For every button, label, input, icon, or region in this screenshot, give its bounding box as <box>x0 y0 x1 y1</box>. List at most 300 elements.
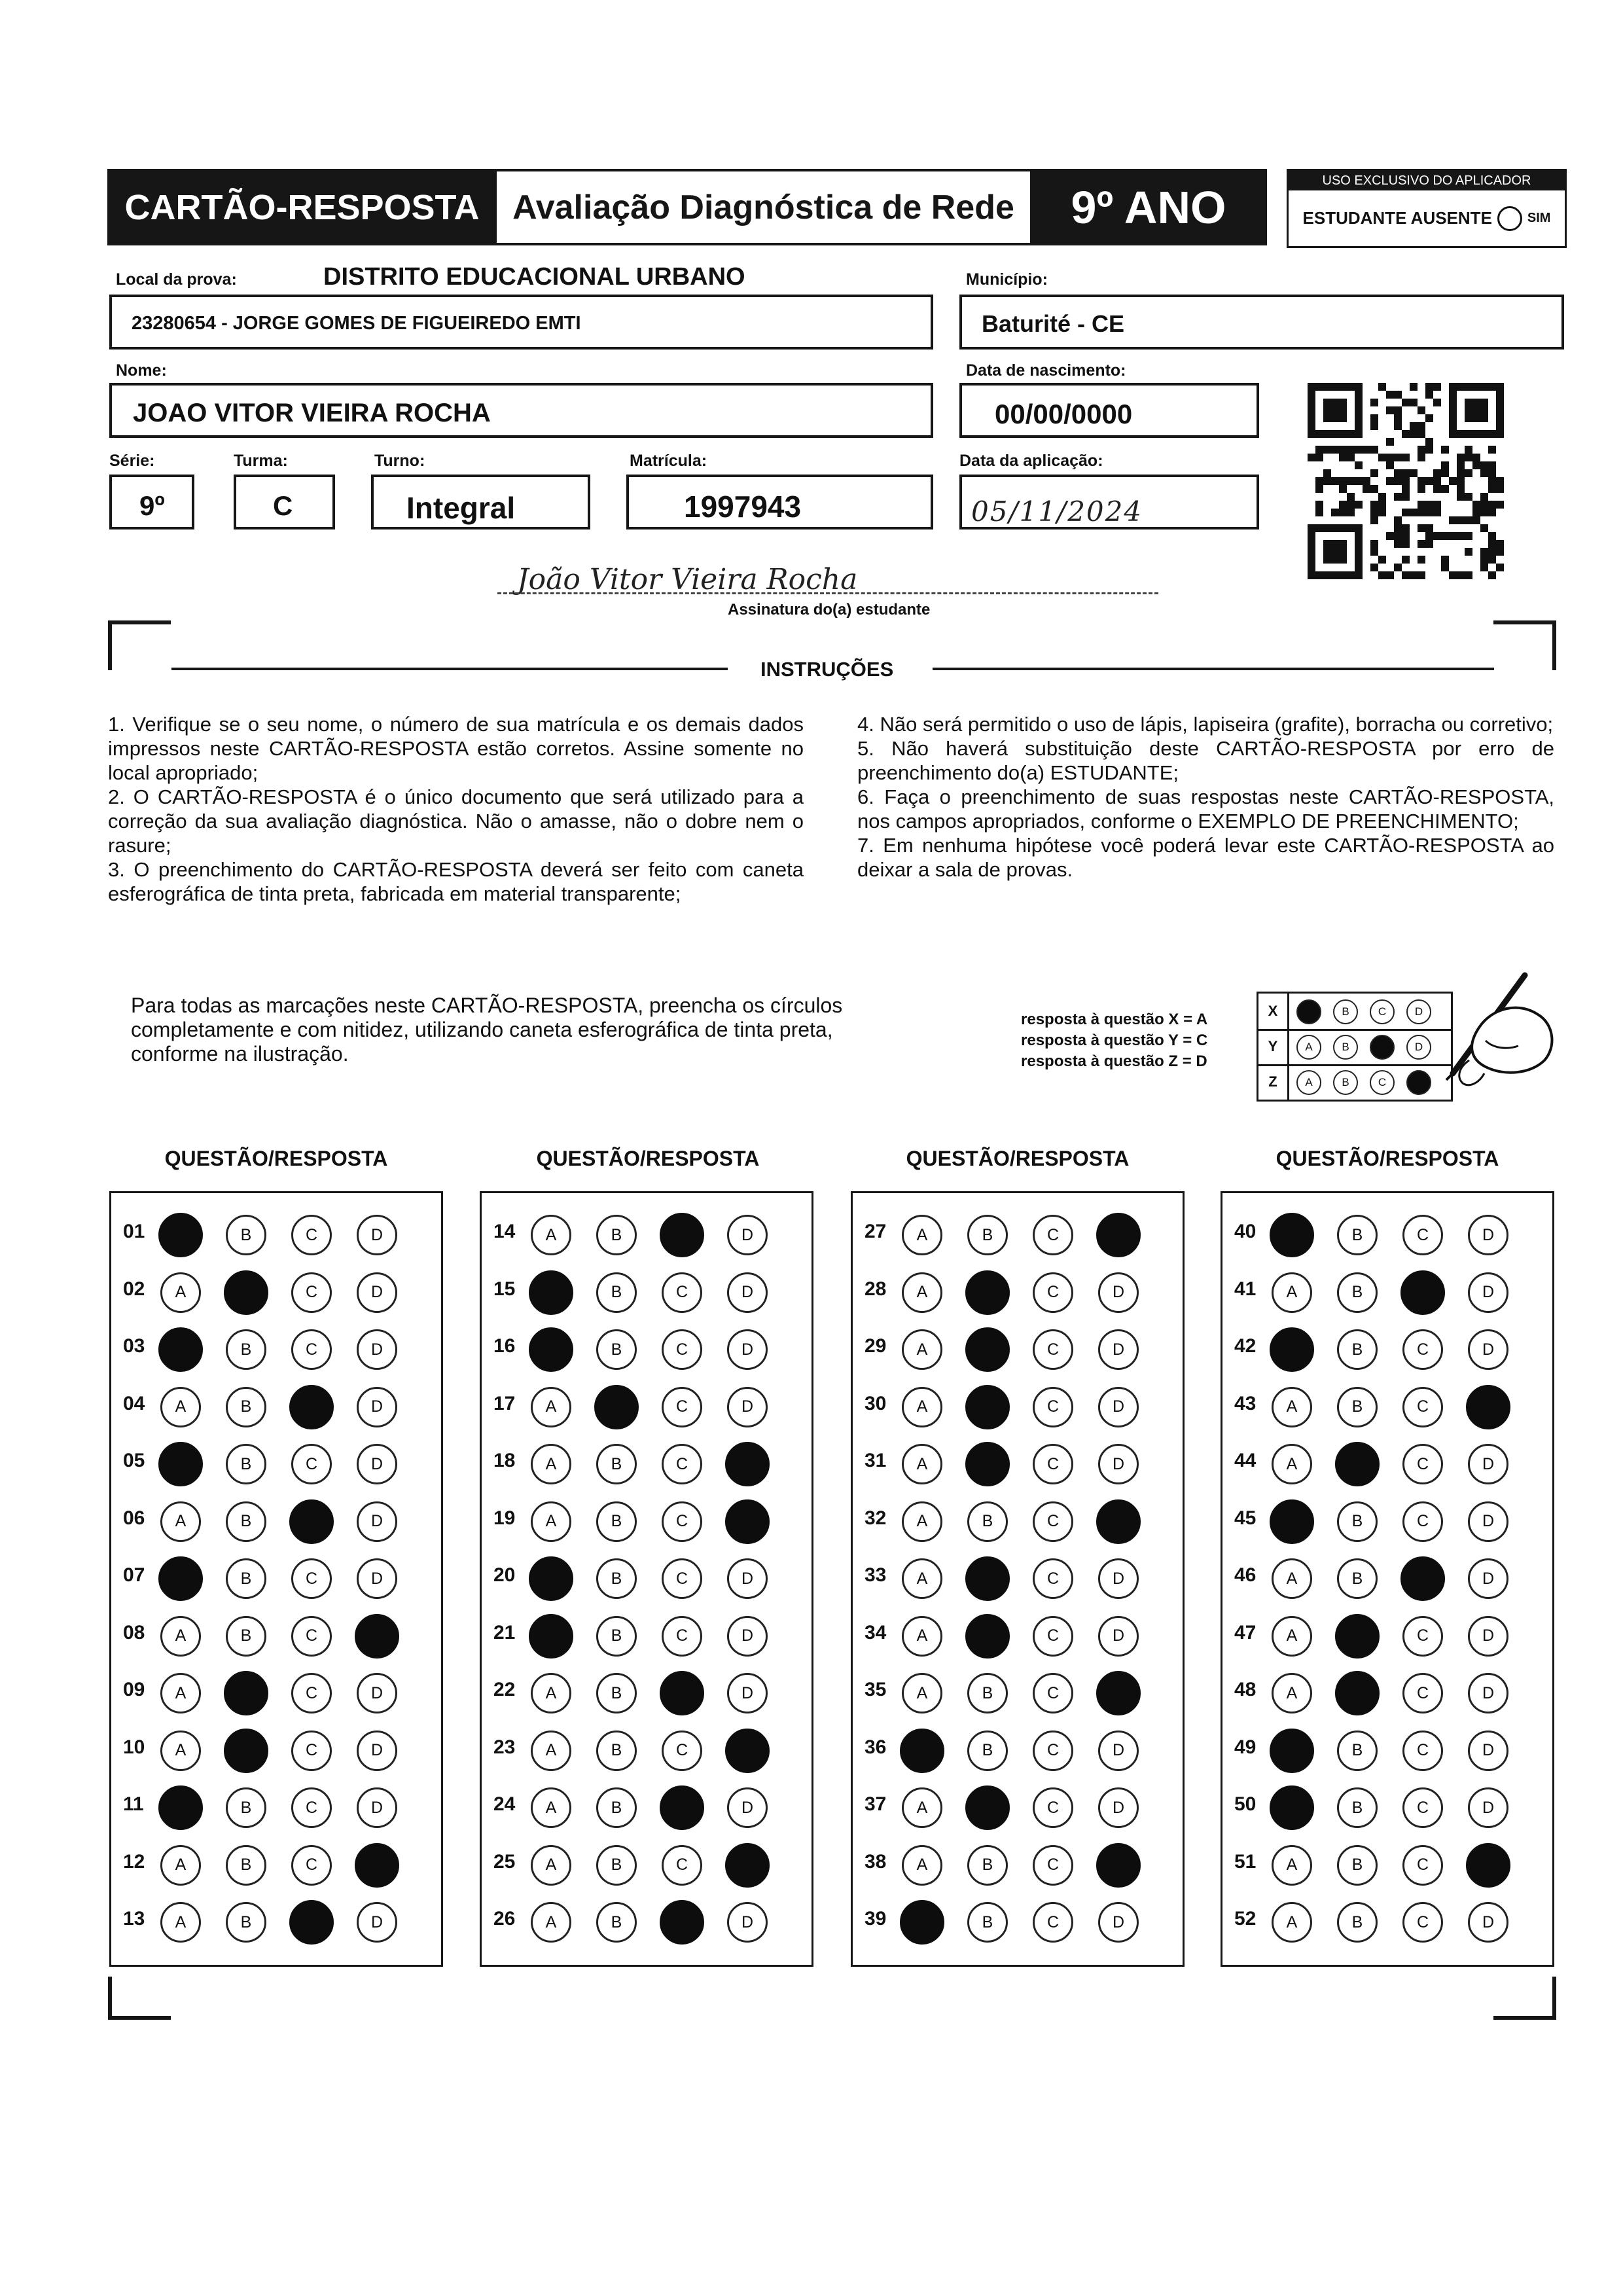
bubble-c[interactable]: C <box>1402 1444 1443 1484</box>
bubble-b[interactable]: B <box>226 1845 266 1886</box>
bubble-b[interactable]: B <box>967 1845 1008 1886</box>
answer-row <box>1222 1664 1552 1722</box>
bubble-b[interactable]: B <box>596 1902 637 1943</box>
bubble-a[interactable]: A <box>160 1673 201 1713</box>
bubble-b[interactable]: B <box>226 1329 266 1370</box>
bubble-d[interactable]: D <box>1468 1215 1508 1255</box>
bubble-b[interactable]: B <box>224 1671 268 1715</box>
bubble-d[interactable]: D <box>1098 1902 1139 1943</box>
bubble-b[interactable]: B <box>596 1444 637 1484</box>
bubble-d[interactable]: D <box>357 1558 397 1599</box>
bubble-a[interactable]: A <box>531 1902 571 1943</box>
bubble-d[interactable]: D <box>1098 1444 1139 1484</box>
question-number: 10 <box>123 1736 145 1758</box>
bubble-b[interactable]: B <box>596 1558 637 1599</box>
bubble-b[interactable]: B <box>596 1845 637 1886</box>
bubble-c[interactable]: C <box>1402 1902 1443 1943</box>
bubble-b[interactable]: B <box>1335 1614 1380 1659</box>
signature-label: Assinatura do(a) estudante <box>728 601 931 619</box>
bubble-a[interactable]: A <box>529 1270 573 1315</box>
bubble-a[interactable]: A <box>1272 1845 1312 1886</box>
bubble-a[interactable]: A <box>531 1673 571 1713</box>
bubble-d[interactable]: D <box>357 1787 397 1828</box>
bubble-d[interactable]: D <box>357 1215 397 1255</box>
bubble-b[interactable]: B <box>596 1272 637 1313</box>
bubble-c[interactable]: C <box>662 1558 702 1599</box>
bubble-d[interactable]: D <box>357 1731 397 1771</box>
instruction-item: 6. Faça o preenchimento de suas respostas neste CARTÃO-RESPOSTA, nos campos apropriados, conforme o EXEMPLO DE PREENCHIMENTO; <box>857 785 1554 833</box>
bubble-d[interactable]: D <box>355 1614 399 1659</box>
bubble-b[interactable]: B <box>1337 1215 1378 1255</box>
bubble-b[interactable]: B <box>224 1729 268 1773</box>
bubble-b[interactable]: B <box>226 1444 266 1484</box>
bubble-c[interactable]: C <box>291 1616 332 1657</box>
bubble-a[interactable]: A <box>1272 1902 1312 1943</box>
matricula-label: Matrícula: <box>630 452 707 470</box>
bubble-b[interactable]: B <box>596 1329 637 1370</box>
bubble-a[interactable]: A <box>529 1614 573 1659</box>
bubble-b[interactable]: B <box>965 1385 1010 1429</box>
bubble-d[interactable]: D <box>1096 1213 1141 1257</box>
bubble-d[interactable]: D <box>725 1442 770 1486</box>
bubble-d[interactable]: D <box>1096 1843 1141 1888</box>
instructions-left <box>108 712 804 906</box>
question-number: 52 <box>1234 1908 1257 1929</box>
bubble-d[interactable]: D <box>1468 1673 1508 1713</box>
answer-row <box>853 1779 1183 1837</box>
bubble-b[interactable]: B <box>967 1501 1008 1542</box>
bubble-c[interactable]: C <box>662 1387 702 1427</box>
question-number: 23 <box>493 1736 516 1758</box>
answer-row <box>482 1321 812 1378</box>
bubble-c[interactable]: C <box>1402 1845 1443 1886</box>
bubble-a[interactable]: A <box>531 1501 571 1542</box>
bubble-b[interactable]: B <box>596 1787 637 1828</box>
bubble-d[interactable]: D <box>1098 1558 1139 1599</box>
bubble-c[interactable]: C <box>1400 1270 1445 1315</box>
bubble-c[interactable]: C <box>1033 1845 1073 1886</box>
bubble-c[interactable]: C <box>662 1501 702 1542</box>
bubble-d[interactable]: D <box>1098 1787 1139 1828</box>
answer-row <box>1222 1264 1552 1321</box>
bubble-d[interactable]: D <box>1468 1272 1508 1313</box>
bubble-c[interactable]: C <box>291 1215 332 1255</box>
bubble-a[interactable]: A <box>1272 1444 1312 1484</box>
bubble-a[interactable]: A <box>531 1731 571 1771</box>
bubble-a[interactable]: A <box>158 1442 203 1486</box>
question-number: 03 <box>123 1335 145 1357</box>
example-bubble-c: C <box>1370 999 1395 1024</box>
bubble-d[interactable]: D <box>727 1902 768 1943</box>
bubble-d[interactable]: D <box>725 1729 770 1773</box>
bubble-a[interactable]: A <box>531 1845 571 1886</box>
bubble-c[interactable]: C <box>1033 1387 1073 1427</box>
bubble-b[interactable]: B <box>1337 1845 1378 1886</box>
aplicacao-field[interactable] <box>959 475 1259 529</box>
answer-panel-3 <box>851 1191 1185 1967</box>
question-number: 27 <box>865 1221 887 1242</box>
bubble-a[interactable]: A <box>902 1787 942 1828</box>
question-number: 47 <box>1234 1621 1257 1643</box>
question-number: 35 <box>865 1679 887 1700</box>
bubble-a[interactable]: A <box>160 1501 201 1542</box>
bubble-c[interactable]: C <box>660 1900 704 1945</box>
answer-row <box>111 1493 441 1551</box>
bubble-d[interactable]: D <box>357 1387 397 1427</box>
bubble-b[interactable]: B <box>226 1215 266 1255</box>
instructions-right <box>857 712 1554 882</box>
answer-row <box>853 1550 1183 1607</box>
bubble-a[interactable]: A <box>160 1272 201 1313</box>
bubble-a[interactable]: A <box>902 1845 942 1886</box>
bubble-a[interactable]: A <box>1270 1729 1314 1773</box>
municipio-label: Município: <box>966 270 1048 289</box>
bubble-b[interactable]: B <box>1335 1442 1380 1486</box>
answer-row <box>482 1378 812 1436</box>
example-bubble-a: A <box>1296 999 1321 1024</box>
bubble-a[interactable]: A <box>902 1501 942 1542</box>
question-number: 44 <box>1234 1450 1257 1471</box>
bubble-b[interactable]: B <box>1337 1787 1378 1828</box>
turno-label: Turno: <box>374 452 425 470</box>
pen-hand-illustration <box>1407 969 1558 1093</box>
bubble-d[interactable]: D <box>1468 1558 1508 1599</box>
grade-label <box>1030 169 1267 245</box>
bubble-d[interactable]: D <box>1468 1329 1508 1370</box>
bubble-c[interactable]: C <box>660 1213 704 1257</box>
answer-row <box>853 1837 1183 1894</box>
instructions-rule-left <box>171 668 728 670</box>
answer-row <box>1222 1893 1552 1951</box>
bubble-c[interactable]: C <box>662 1444 702 1484</box>
bubble-c[interactable]: C <box>1402 1329 1443 1370</box>
bubble-c[interactable]: C <box>1402 1215 1443 1255</box>
bubble-a[interactable]: A <box>531 1387 571 1427</box>
bubble-a[interactable]: A <box>531 1215 571 1255</box>
bubble-d[interactable]: D <box>725 1499 770 1544</box>
bubble-b[interactable]: B <box>965 1785 1010 1830</box>
question-number: 46 <box>1234 1564 1257 1586</box>
bubble-c[interactable]: C <box>1033 1616 1073 1657</box>
bubble-b[interactable]: B <box>967 1215 1008 1255</box>
bubble-b[interactable]: B <box>596 1501 637 1542</box>
bubble-c[interactable]: C <box>291 1845 332 1886</box>
bubble-c[interactable]: C <box>289 1385 334 1429</box>
bubble-d[interactable]: D <box>1096 1671 1141 1715</box>
bubble-a[interactable]: A <box>160 1845 201 1886</box>
bubble-c[interactable]: C <box>1033 1501 1073 1542</box>
question-number: 22 <box>493 1679 516 1700</box>
question-number: 02 <box>123 1278 145 1300</box>
bubble-d[interactable]: D <box>357 1272 397 1313</box>
bubble-c[interactable]: C <box>1402 1787 1443 1828</box>
bubble-a[interactable]: A <box>900 1900 944 1945</box>
bubble-a[interactable]: A <box>1270 1785 1314 1830</box>
bubble-a[interactable]: A <box>902 1616 942 1657</box>
bubble-c[interactable]: C <box>291 1444 332 1484</box>
bubble-d[interactable]: D <box>355 1843 399 1888</box>
bubble-c[interactable]: C <box>291 1272 332 1313</box>
instructions-title: INSTRUÇÕES <box>760 658 894 681</box>
example-bubble-b: B <box>1333 1070 1358 1095</box>
bubble-a[interactable]: A <box>902 1444 942 1484</box>
question-number: 21 <box>493 1621 516 1643</box>
bubble-b[interactable]: B <box>596 1215 637 1255</box>
serie-label: Série: <box>109 452 155 470</box>
bubble-b[interactable]: B <box>965 1270 1010 1315</box>
bubble-b[interactable]: B <box>596 1731 637 1771</box>
applicator-box <box>1287 169 1567 248</box>
applicator-title: USO EXCLUSIVO DO APLICADOR <box>1289 171 1565 190</box>
bubble-d[interactable]: D <box>1466 1843 1510 1888</box>
bubble-b[interactable]: B <box>1337 1501 1378 1542</box>
answer-row <box>482 1435 812 1493</box>
answer-row <box>853 1321 1183 1378</box>
bubble-c[interactable]: C <box>291 1787 332 1828</box>
bubble-d[interactable]: D <box>1098 1329 1139 1370</box>
bubble-c[interactable]: C <box>1402 1616 1443 1657</box>
bubble-d[interactable]: D <box>727 1673 768 1713</box>
bubble-a[interactable]: A <box>1272 1387 1312 1427</box>
local-region: DISTRITO EDUCACIONAL URBANO <box>323 263 745 291</box>
nascimento-label: Data de nascimento: <box>966 361 1126 380</box>
bubble-c[interactable]: C <box>1400 1556 1445 1601</box>
bubble-c[interactable]: C <box>1033 1673 1073 1713</box>
answer-row <box>111 1664 441 1722</box>
bubble-b[interactable]: B <box>594 1385 639 1429</box>
bubble-d[interactable]: D <box>1468 1444 1508 1484</box>
bubble-a[interactable]: A <box>1272 1558 1312 1599</box>
bubble-b[interactable]: B <box>226 1387 266 1427</box>
answer-row <box>482 1607 812 1665</box>
absent-checkbox[interactable] <box>1497 206 1522 231</box>
bubble-c[interactable]: C <box>1033 1902 1073 1943</box>
aplicacao-value: 05/11/2024 <box>971 495 1143 528</box>
bubble-b[interactable]: B <box>967 1902 1008 1943</box>
bubble-c[interactable]: C <box>1033 1329 1073 1370</box>
answer-row <box>111 1722 441 1780</box>
bubble-a[interactable]: A <box>158 1785 203 1830</box>
bubble-a[interactable]: A <box>1270 1213 1314 1257</box>
bubble-a[interactable]: A <box>158 1556 203 1601</box>
bubble-a[interactable]: A <box>902 1387 942 1427</box>
bubble-c[interactable]: C <box>1033 1444 1073 1484</box>
bubble-c[interactable]: C <box>1402 1501 1443 1542</box>
bubble-d[interactable]: D <box>727 1787 768 1828</box>
bubble-c[interactable]: C <box>1033 1787 1073 1828</box>
bubble-b[interactable]: B <box>965 1442 1010 1486</box>
question-number: 40 <box>1234 1221 1257 1242</box>
question-number: 49 <box>1234 1736 1257 1758</box>
bubble-d[interactable]: D <box>1098 1731 1139 1771</box>
bubble-a[interactable]: A <box>902 1272 942 1313</box>
bubble-d[interactable]: D <box>1098 1616 1139 1657</box>
bubble-a[interactable]: A <box>1270 1499 1314 1544</box>
local-label: Local da prova: <box>116 270 237 289</box>
bubble-d[interactable]: D <box>725 1843 770 1888</box>
bubble-c[interactable]: C <box>662 1845 702 1886</box>
bubble-a[interactable]: A <box>158 1327 203 1372</box>
question-number: 43 <box>1234 1392 1257 1414</box>
bubble-a[interactable]: A <box>900 1729 944 1773</box>
answer-row <box>1222 1206 1552 1264</box>
bubble-d[interactable]: D <box>1468 1787 1508 1828</box>
bubble-b[interactable]: B <box>226 1902 266 1943</box>
bubble-b[interactable]: B <box>1337 1387 1378 1427</box>
question-number: 32 <box>865 1507 887 1529</box>
bubble-d[interactable]: D <box>357 1329 397 1370</box>
bubble-c[interactable]: C <box>1033 1272 1073 1313</box>
bubble-d[interactable]: D <box>727 1272 768 1313</box>
bubble-d[interactable]: D <box>727 1387 768 1427</box>
bubble-a[interactable]: A <box>902 1673 942 1713</box>
bubble-b[interactable]: B <box>965 1327 1010 1372</box>
question-number: 06 <box>123 1507 145 1529</box>
bubble-a[interactable]: A <box>1272 1272 1312 1313</box>
answers-header-2: QUESTÃO/RESPOSTA <box>536 1147 760 1170</box>
answer-row <box>853 1893 1183 1951</box>
bubble-c[interactable]: C <box>1402 1673 1443 1713</box>
bubble-a[interactable]: A <box>529 1327 573 1372</box>
answer-row <box>853 1722 1183 1780</box>
turno-value: Integral <box>406 491 516 525</box>
example-bubble-a: A <box>1296 1070 1321 1095</box>
bubble-b[interactable]: B <box>965 1556 1010 1601</box>
bubble-c[interactable]: C <box>289 1499 334 1544</box>
bubble-c[interactable]: C <box>291 1673 332 1713</box>
bubble-a[interactable]: A <box>1270 1327 1314 1372</box>
question-number: 28 <box>865 1278 887 1300</box>
question-number: 07 <box>123 1564 145 1586</box>
bubble-b[interactable]: B <box>1337 1329 1378 1370</box>
bubble-a[interactable]: A <box>160 1902 201 1943</box>
bubble-a[interactable]: A <box>529 1556 573 1601</box>
bubble-c[interactable]: C <box>660 1785 704 1830</box>
bubble-b[interactable]: B <box>1337 1272 1378 1313</box>
bubble-d[interactable]: D <box>1468 1501 1508 1542</box>
bubble-a[interactable]: A <box>531 1444 571 1484</box>
answer-row <box>853 1493 1183 1551</box>
bubble-a[interactable]: A <box>160 1731 201 1771</box>
bubble-a[interactable]: A <box>531 1787 571 1828</box>
matricula-field <box>626 475 933 529</box>
bubble-b[interactable]: B <box>965 1614 1010 1659</box>
bubble-a[interactable]: A <box>160 1616 201 1657</box>
answer-row <box>482 1264 812 1321</box>
bubble-c[interactable]: C <box>1402 1731 1443 1771</box>
answer-row <box>853 1264 1183 1321</box>
answer-row <box>853 1378 1183 1436</box>
question-number: 24 <box>493 1793 516 1815</box>
bubble-b[interactable]: B <box>967 1673 1008 1713</box>
example-legend-item: resposta à questão Y = C <box>1021 1031 1208 1049</box>
bubble-c[interactable]: C <box>291 1329 332 1370</box>
bubble-a[interactable]: A <box>158 1213 203 1257</box>
answer-row <box>1222 1378 1552 1436</box>
bubble-b[interactable]: B <box>1337 1558 1378 1599</box>
question-number: 14 <box>493 1221 516 1242</box>
nascimento-field <box>959 383 1259 438</box>
bubble-a[interactable]: A <box>160 1387 201 1427</box>
bubble-c[interactable]: C <box>291 1731 332 1771</box>
bubble-d[interactable]: D <box>357 1673 397 1713</box>
bubble-c[interactable]: C <box>662 1272 702 1313</box>
bubble-c[interactable]: C <box>660 1671 704 1715</box>
nome-field <box>109 383 933 438</box>
bubble-d[interactable]: D <box>1096 1499 1141 1544</box>
matricula-value: 1997943 <box>684 490 802 524</box>
bubble-d[interactable]: D <box>1466 1385 1510 1429</box>
question-number: 05 <box>123 1450 145 1471</box>
question-number: 17 <box>493 1392 516 1414</box>
municipio-field <box>959 295 1564 350</box>
bubble-d[interactable]: D <box>727 1329 768 1370</box>
bubble-a[interactable]: A <box>1272 1616 1312 1657</box>
question-number: 29 <box>865 1335 887 1357</box>
bubble-d[interactable]: D <box>357 1501 397 1542</box>
aplicacao-label: Data da aplicação: <box>959 452 1103 470</box>
bubble-b[interactable]: B <box>226 1558 266 1599</box>
bubble-c[interactable]: C <box>662 1616 702 1657</box>
bubble-a[interactable]: A <box>902 1215 942 1255</box>
bubble-d[interactable]: D <box>727 1215 768 1255</box>
bubble-d[interactable]: D <box>357 1444 397 1484</box>
bubble-b[interactable]: B <box>1337 1731 1378 1771</box>
bubble-c[interactable]: C <box>289 1900 334 1945</box>
bubble-d[interactable]: D <box>357 1902 397 1943</box>
answer-row <box>853 1607 1183 1665</box>
turno-field <box>371 475 590 529</box>
corner-mark-top-left <box>108 620 171 670</box>
instruction-item: 7. Em nenhuma hipótese você poderá levar este CARTÃO-RESPOSTA ao deixar a sala de provas. <box>857 834 1554 881</box>
example-row-label: Z <box>1258 1064 1289 1100</box>
answer-row <box>482 1664 812 1722</box>
bubble-d[interactable]: D <box>1098 1272 1139 1313</box>
bubble-c[interactable]: C <box>662 1731 702 1771</box>
bubble-c[interactable]: C <box>662 1329 702 1370</box>
question-number: 19 <box>493 1507 516 1529</box>
question-number: 45 <box>1234 1507 1257 1529</box>
bubble-c[interactable]: C <box>291 1558 332 1599</box>
bubble-b[interactable]: B <box>967 1731 1008 1771</box>
bubble-b[interactable]: B <box>226 1616 266 1657</box>
bubble-d[interactable]: D <box>1098 1387 1139 1427</box>
student-signature: João Vitor Vieira Rocha <box>517 563 858 596</box>
bubble-d[interactable]: D <box>1468 1902 1508 1943</box>
bubble-c[interactable]: C <box>1402 1387 1443 1427</box>
bubble-d[interactable]: D <box>727 1616 768 1657</box>
bubble-d[interactable]: D <box>727 1558 768 1599</box>
bubble-a[interactable]: A <box>1272 1673 1312 1713</box>
bubble-a[interactable]: A <box>902 1329 942 1370</box>
bubble-d[interactable]: D <box>1468 1731 1508 1771</box>
bubble-b[interactable]: B <box>596 1673 637 1713</box>
bubble-c[interactable]: C <box>1033 1215 1073 1255</box>
bubble-b[interactable]: B <box>1335 1671 1380 1715</box>
bubble-c[interactable]: C <box>1033 1731 1073 1771</box>
bubble-b[interactable]: B <box>1337 1902 1378 1943</box>
bubble-a[interactable]: A <box>902 1558 942 1599</box>
answer-row <box>111 1607 441 1665</box>
question-number: 26 <box>493 1908 516 1929</box>
bubble-b[interactable]: B <box>224 1270 268 1315</box>
bubble-b[interactable]: B <box>596 1616 637 1657</box>
bubble-b[interactable]: B <box>226 1501 266 1542</box>
bubble-c[interactable]: C <box>1033 1558 1073 1599</box>
bubble-b[interactable]: B <box>226 1787 266 1828</box>
bubble-d[interactable]: D <box>1468 1616 1508 1657</box>
question-number: 11 <box>123 1793 144 1815</box>
